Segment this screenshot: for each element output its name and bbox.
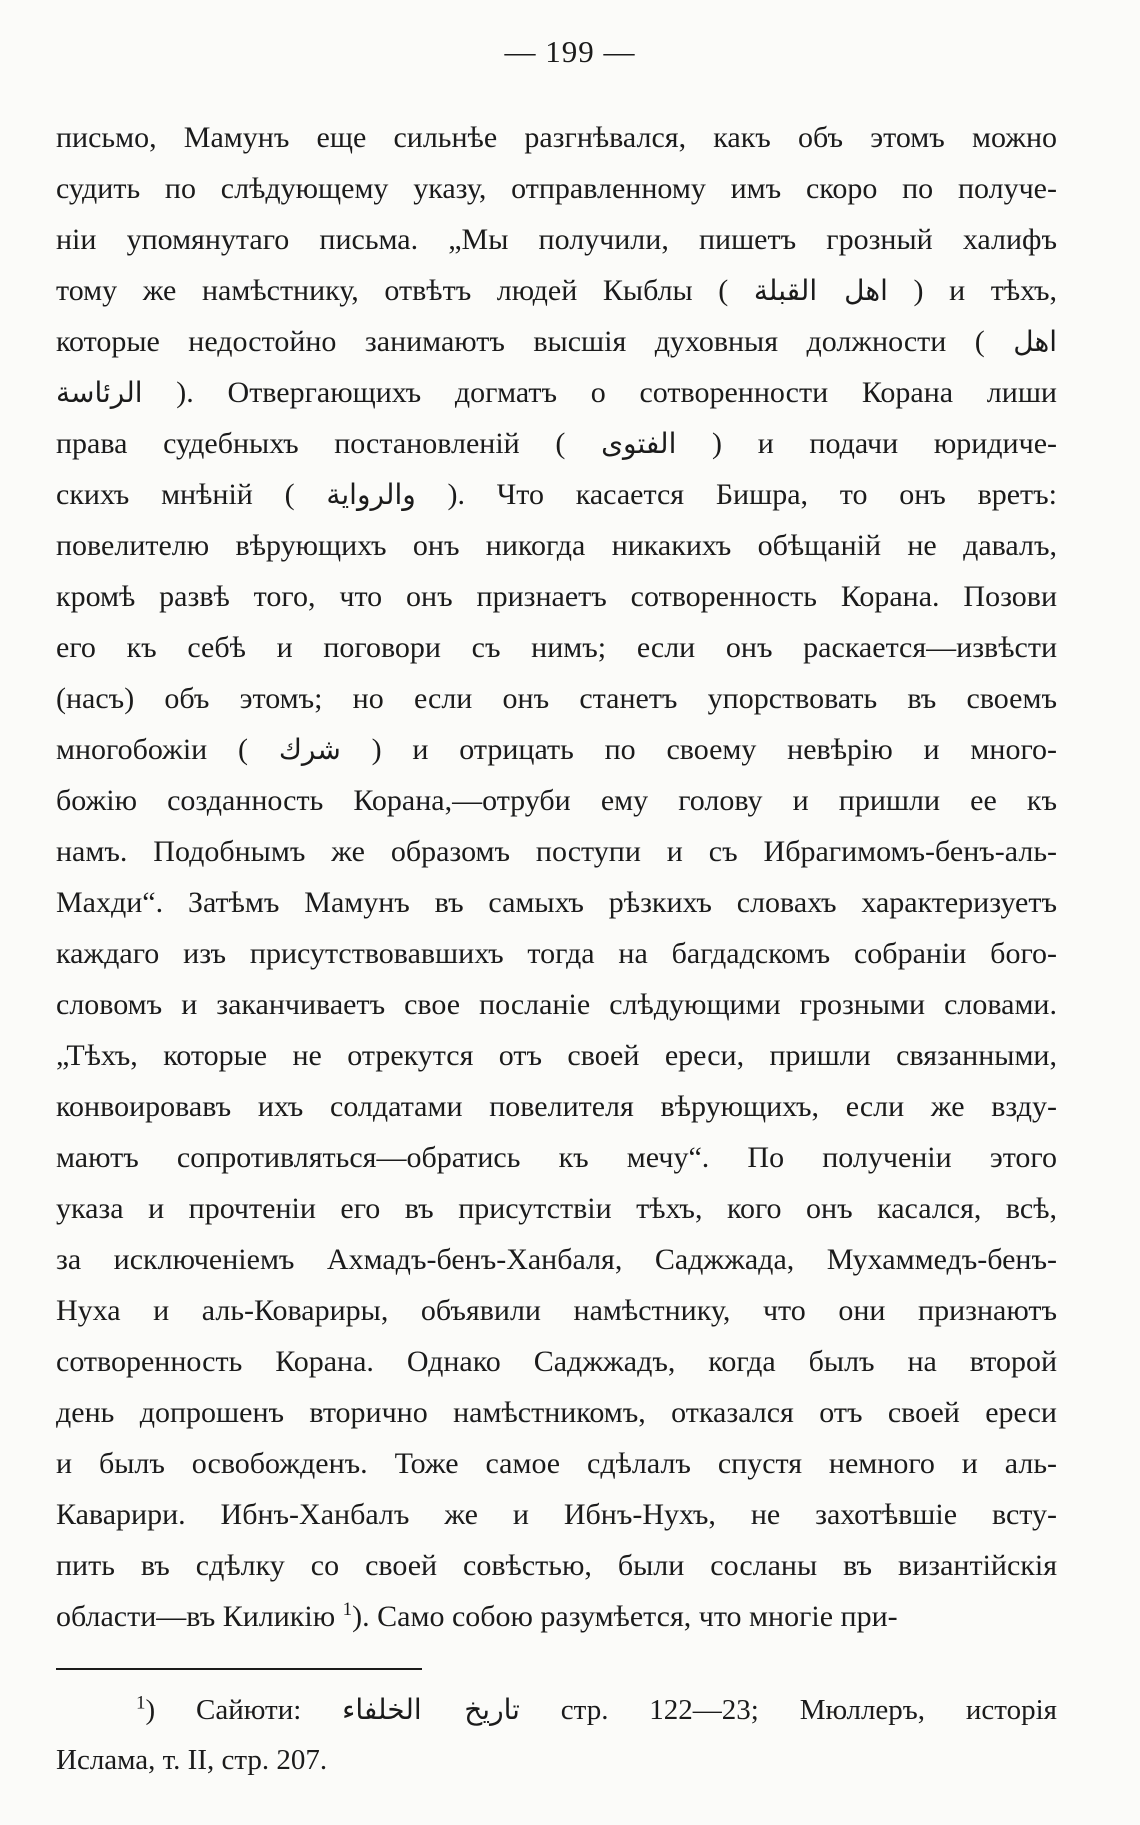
- text-run: Каварири. Ибнъ-Ханбалъ же и Ибнъ-Нухъ, не захотѣвшіе всту-: [56, 1498, 1057, 1531]
- arabic-term: الفتوى: [601, 427, 677, 460]
- text-run: пить въ сдѣлку со своей совѣстью, были сосланы въ византійскія: [56, 1549, 1057, 1582]
- body-line: [56, 1438, 1057, 1489]
- arabic-term: تاريخ الخلفاء: [342, 1693, 520, 1726]
- text-run: указа и прочтеніи его въ присутствіи тѣхъ, кого онъ касался, всѣ,: [56, 1192, 1057, 1225]
- text-run: „Тѣхъ, которые не отрекутся отъ своей ереси, пришли связанными,: [56, 1039, 1057, 1072]
- text-run: ) Сайюти:: [145, 1694, 343, 1726]
- page-number: — 199 —: [504, 34, 636, 69]
- body-line: [56, 1030, 1057, 1081]
- body-line: [56, 520, 1057, 571]
- arabic-term: والرواية: [326, 478, 416, 511]
- body-line: [56, 775, 1057, 826]
- text-run: ) и тѣхъ,: [887, 274, 1057, 307]
- text-run: Махди“. Затѣмъ Мамунъ въ самыхъ рѣзкихъ словахъ характеризуетъ: [56, 886, 1057, 919]
- text-run: тому же намѣстнику, отвѣтъ людей Кыблы (: [56, 274, 754, 307]
- body-line: [56, 1489, 1057, 1540]
- text-run: его къ себѣ и поговори съ нимъ; если онъ раскается—извѣсти: [56, 631, 1057, 664]
- text-run: и былъ освобожденъ. Тоже самое сдѣлалъ спустя немного и аль-: [56, 1447, 1057, 1480]
- body-line: [56, 1591, 1057, 1642]
- body-line: [56, 571, 1057, 622]
- body-line: [56, 1540, 1057, 1591]
- body-text: [56, 112, 1057, 1642]
- body-line: [56, 1081, 1057, 1132]
- body-line: [56, 979, 1057, 1030]
- body-line: [56, 469, 1057, 520]
- body-line: [56, 1183, 1057, 1234]
- text-run: письмо, Мамунъ еще сильнѣе разгнѣвался, какъ объ этомъ можно: [56, 121, 1057, 154]
- body-line: [56, 112, 1057, 163]
- text-run: маютъ сопротивляться—обратись къ мечу“. По полученіи этого: [56, 1141, 1057, 1174]
- text-run: ). Что касается Бишра, то онъ вретъ:: [415, 478, 1058, 511]
- text-run: скихъ мнѣній (: [56, 478, 327, 511]
- body-line: [56, 1132, 1057, 1183]
- text-run: Ислама, т. II, стр. 207.: [56, 1744, 328, 1776]
- arabic-term: اهل القبلة: [753, 274, 888, 307]
- text-run: права судебныхъ постановленій (: [56, 427, 602, 460]
- body-line: [56, 928, 1057, 979]
- footnote-line: [56, 1685, 1057, 1735]
- body-line: [56, 1234, 1057, 1285]
- body-line: [56, 1387, 1057, 1438]
- body-line: [56, 214, 1057, 265]
- text-run: ) и подачи юридиче-: [676, 427, 1057, 460]
- text-run: повелителю вѣрующихъ онъ никогда никакихъ обѣщаній не давалъ,: [56, 529, 1057, 562]
- footnote-separator: [56, 1668, 422, 1670]
- text-run: судить по слѣдующему указу, отправленному имъ скоро по получе-: [56, 172, 1057, 205]
- body-line: [56, 877, 1057, 928]
- text-run: за исключеніемъ Ахмадъ-бенъ-Ханбаля, Саджжада, Мухаммедъ-бенъ-: [56, 1243, 1057, 1276]
- text-run: многобожіи (: [56, 733, 279, 766]
- text-run: Нуха и аль-Ковариры, объявили намѣстнику, что они признаютъ: [56, 1294, 1057, 1327]
- arabic-term: اهل: [1013, 325, 1057, 358]
- text-run: ). Отвергающихъ догматъ о сотворенности Корана лиши: [142, 376, 1057, 409]
- text-run: области—въ Киликію: [56, 1600, 343, 1633]
- text-run: ніи упомянутаго письма. „Мы получили, пишетъ грозный халифъ: [56, 223, 1057, 256]
- body-line: [56, 673, 1057, 724]
- text-run: божію созданность Корана,—отруби ему голову и пришли ее къ: [56, 784, 1057, 817]
- body-line: [56, 163, 1057, 214]
- body-line: [56, 724, 1057, 775]
- body-line: [56, 265, 1057, 316]
- text-run: ) и отрицать по своему невѣрію и много-: [340, 733, 1057, 766]
- text-run: конвоировавъ ихъ солдатами повелителя вѣрующихъ, если же взду-: [56, 1090, 1057, 1123]
- body-line: [56, 1285, 1057, 1336]
- body-line: [56, 367, 1057, 418]
- footnote-line: [56, 1735, 1057, 1785]
- text-run: (насъ) объ этомъ; но если онъ станетъ упорствовать въ своемъ: [56, 682, 1057, 715]
- text-run: каждаго изъ присутствовавшихъ тогда на багдадскомъ собраніи бого-: [56, 937, 1057, 970]
- body-line: [56, 418, 1057, 469]
- text-run: которые недостойно занимаютъ высшія духовныя должности (: [56, 325, 1014, 358]
- body-line: [56, 826, 1057, 877]
- footnote: [56, 1685, 1057, 1785]
- text-run: день допрошенъ вторично намѣстникомъ, отказался отъ своей ереси: [56, 1396, 1057, 1429]
- body-line: [56, 316, 1057, 367]
- footnote-marker: 1: [342, 1599, 353, 1620]
- text-run: словомъ и заканчиваетъ свое посланіе слѣдующими грозными словами.: [56, 988, 1057, 1021]
- text-run: намъ. Подобнымъ же образомъ поступи и съ Ибрагимомъ-бенъ-аль-: [56, 835, 1057, 868]
- text-run: стр. 122—23; Мюллеръ, исторія: [519, 1694, 1057, 1726]
- arabic-term: شرك: [278, 733, 341, 766]
- body-line: [56, 622, 1057, 673]
- text-run: ). Само собою разумѣется, что многіе при-: [352, 1600, 898, 1633]
- body-line: [56, 1336, 1057, 1387]
- arabic-term: الرئاسة: [56, 376, 143, 409]
- footnote-marker: 1: [136, 1692, 146, 1714]
- text-run: кромѣ развѣ того, что онъ признаетъ сотворенность Корана. Позови: [56, 580, 1057, 613]
- text-run: сотворенность Корана. Однако Саджжадъ, когда былъ на второй: [56, 1345, 1057, 1378]
